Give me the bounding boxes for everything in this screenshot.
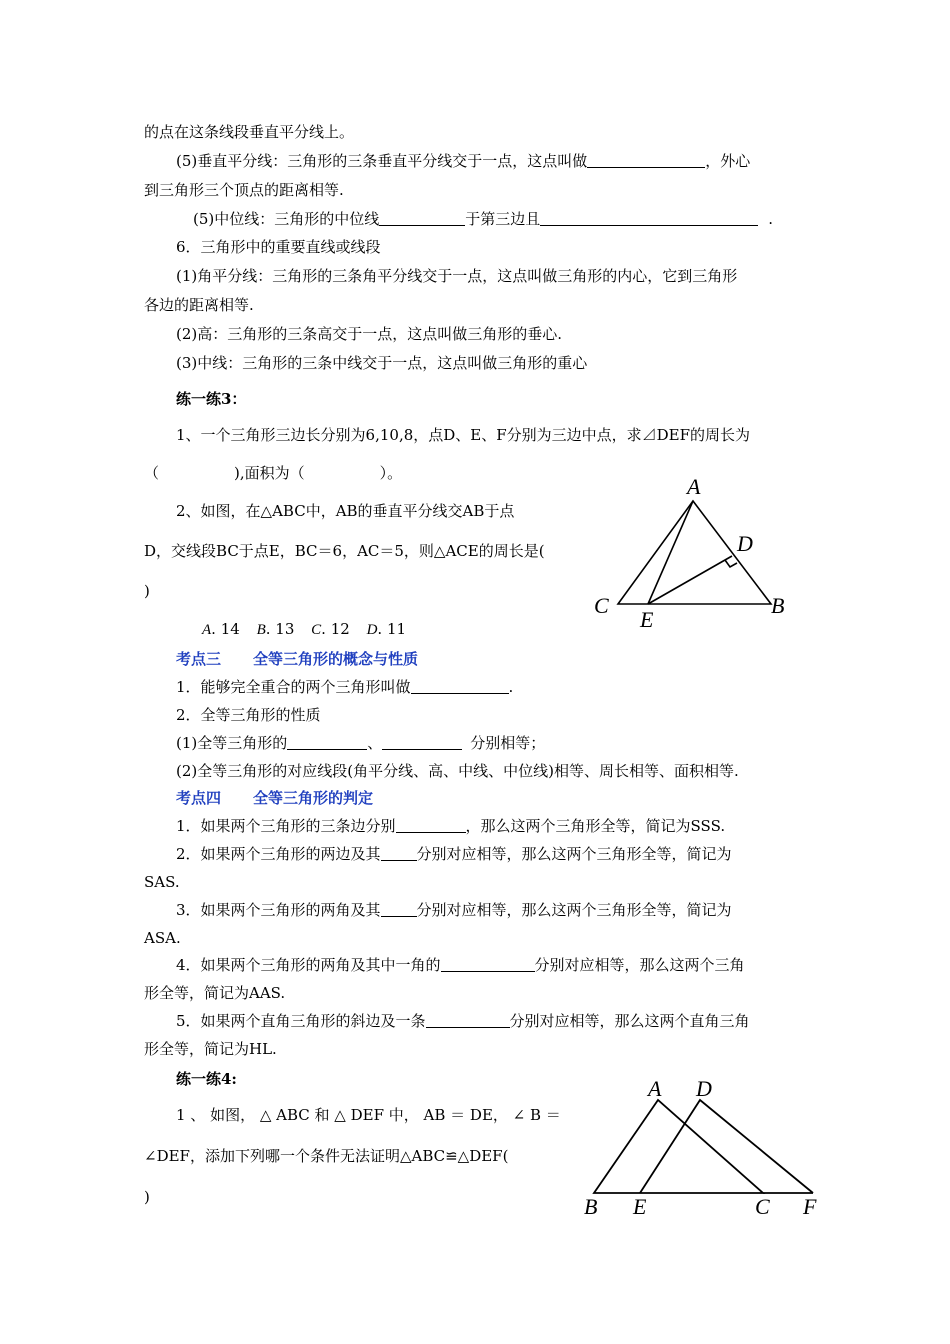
label-b: B bbox=[771, 593, 785, 618]
section-heading bbox=[176, 787, 373, 809]
label-a: A bbox=[648, 1076, 662, 1101]
text-line: (2)全等三角形的对应线段(角平分线、高、中线、中位线)相等、周长相等、面积相等. bbox=[176, 762, 739, 780]
text-line: ASA. bbox=[144, 929, 181, 947]
answer-blank[interactable] bbox=[287, 734, 367, 750]
triangle-def bbox=[640, 1100, 813, 1193]
triangle-figure-2 bbox=[575, 1075, 830, 1220]
text-segment: . bbox=[768, 210, 774, 228]
text-segment: 1．如果两个三角形的三条边分别 bbox=[176, 817, 396, 835]
triangle-abc bbox=[594, 1100, 763, 1193]
answer-blank[interactable] bbox=[411, 678, 509, 694]
question-text: ) bbox=[144, 1188, 150, 1206]
text-line: 到三角形三个顶点的距离相等. bbox=[144, 181, 344, 199]
practice-title: 练一练4: bbox=[176, 1070, 237, 1088]
text-line: 2．全等三角形的性质 bbox=[176, 706, 321, 724]
text-segment: 、 bbox=[367, 734, 383, 752]
text-line bbox=[176, 954, 745, 976]
section-heading bbox=[176, 648, 418, 670]
answer-blank[interactable] bbox=[381, 901, 417, 917]
question-text: D，交线段BC于点E，BC＝6，AC＝5，则△ACE的周长是( bbox=[144, 542, 545, 560]
option-value: . 11 bbox=[377, 620, 407, 638]
text-line bbox=[176, 1010, 750, 1032]
question-text: （ ),面积为（ ）。 bbox=[144, 464, 403, 482]
answer-blank[interactable] bbox=[382, 734, 462, 750]
text-segment: (1)全等三角形的 bbox=[176, 734, 288, 752]
heading-number: 考点三 bbox=[176, 650, 222, 668]
option-value: . 14 bbox=[211, 620, 240, 638]
right-angle-mark bbox=[725, 560, 737, 567]
text-segment: 于第三边且 bbox=[465, 210, 541, 228]
label-b: B bbox=[584, 1194, 598, 1219]
question-text: 1 、 如图， △ ABC 和 △ DEF 中， AB ＝ DE， ∠ B ＝ bbox=[176, 1106, 561, 1124]
text-segment: 4．如果两个三角形的两角及其中一角的 bbox=[176, 956, 441, 974]
text-line: (3)中线：三角形的三条中线交于一点，这点叫做三角形的重心 bbox=[176, 354, 588, 372]
label-e: E bbox=[633, 1194, 647, 1219]
text-segment: 分别相等； bbox=[470, 734, 546, 752]
label-e: E bbox=[640, 607, 654, 632]
option-letter: D bbox=[366, 622, 378, 638]
text-line: 各边的距离相等. bbox=[144, 296, 254, 314]
label-c: C bbox=[594, 593, 609, 618]
text-segment: ，那么这两个三角形全等，简记为SSS. bbox=[465, 817, 726, 835]
option-letter: A bbox=[202, 622, 212, 638]
option-value: . 13 bbox=[265, 620, 295, 638]
label-d: D bbox=[737, 531, 753, 556]
text-line bbox=[176, 899, 732, 921]
question-text: ∠DEF，添加下列哪一个条件无法证明△ABC≌△DEF( bbox=[144, 1147, 509, 1165]
question-text: 2、如图，在△ABC中，AB的垂直平分线交AB于点 bbox=[176, 502, 515, 520]
answer-blank[interactable] bbox=[381, 845, 417, 861]
text-line: 6．三角形中的重要直线或线段 bbox=[176, 238, 381, 256]
practice-title: 练一练3： bbox=[176, 390, 247, 408]
label-d: D bbox=[696, 1076, 712, 1101]
text-line: (1)角平分线：三角形的三条角平分线交于一点，这点叫做三角形的内心，它到三角形 bbox=[176, 267, 738, 285]
text-line bbox=[176, 676, 513, 698]
answer-blank[interactable] bbox=[540, 210, 758, 226]
text-line: 形全等，简记为HL. bbox=[144, 1040, 277, 1058]
answer-blank[interactable] bbox=[379, 210, 465, 226]
heading-number: 考点四 bbox=[176, 789, 222, 807]
text-segment: 1．能够完全重合的两个三角形叫做 bbox=[176, 678, 411, 696]
text-line bbox=[176, 150, 750, 172]
text-segment: 分别对应相等，那么这两个三角 bbox=[534, 956, 745, 974]
label-a: A bbox=[687, 474, 701, 499]
question-text: 1、一个三角形三边长分别为6,10,8，点D、E、F分别为三边中点，求⊿DEF的周长为 bbox=[176, 426, 751, 444]
segment-ed bbox=[648, 556, 732, 604]
text-segment: 分别对应相等，那么这两个直角三角 bbox=[509, 1012, 750, 1030]
option-value: . 12 bbox=[321, 620, 350, 638]
text-segment: (5)中位线：三角形的中位线 bbox=[193, 210, 380, 228]
question-text: ) bbox=[144, 582, 150, 600]
text-line: 的点在这条线段垂直平分线上。 bbox=[144, 123, 355, 141]
text-segment: 分别对应相等，那么这两个三角形全等，简记为 bbox=[416, 901, 732, 919]
option-letter: C bbox=[311, 622, 322, 638]
text-line bbox=[176, 732, 545, 754]
heading-title: 全等三角形的判定 bbox=[253, 789, 374, 807]
text-segment: 2．如果两个三角形的两边及其 bbox=[176, 845, 381, 863]
text-segment: 分别对应相等，那么这两个三角形全等，简记为 bbox=[416, 845, 732, 863]
answer-blank[interactable] bbox=[587, 152, 705, 168]
option-letter: B bbox=[256, 622, 266, 638]
answer-options bbox=[202, 618, 406, 641]
label-c: C bbox=[755, 1194, 770, 1219]
answer-blank[interactable] bbox=[441, 956, 535, 972]
text-segment: (5)垂直平分线：三角形的三条垂直平分线交于一点，这点叫做 bbox=[176, 152, 588, 170]
text-segment: 3．如果两个三角形的两角及其 bbox=[176, 901, 381, 919]
text-line: (2)高：三角形的三条高交于一点，这点叫做三角形的垂心. bbox=[176, 325, 563, 343]
answer-blank[interactable] bbox=[396, 817, 466, 833]
text-line: SAS. bbox=[144, 873, 180, 891]
heading-title: 全等三角形的概念与性质 bbox=[253, 650, 419, 668]
text-segment: . bbox=[508, 678, 514, 696]
text-line bbox=[176, 815, 725, 837]
label-f: F bbox=[803, 1194, 817, 1219]
text-line bbox=[193, 208, 773, 230]
triangle-figure-1 bbox=[580, 470, 810, 635]
text-line bbox=[176, 843, 732, 865]
text-segment: 5．如果两个直角三角形的斜边及一条 bbox=[176, 1012, 426, 1030]
text-line: 形全等，简记为AAS. bbox=[144, 984, 286, 1002]
text-segment: ，外心 bbox=[705, 152, 751, 170]
answer-blank[interactable] bbox=[426, 1012, 510, 1028]
